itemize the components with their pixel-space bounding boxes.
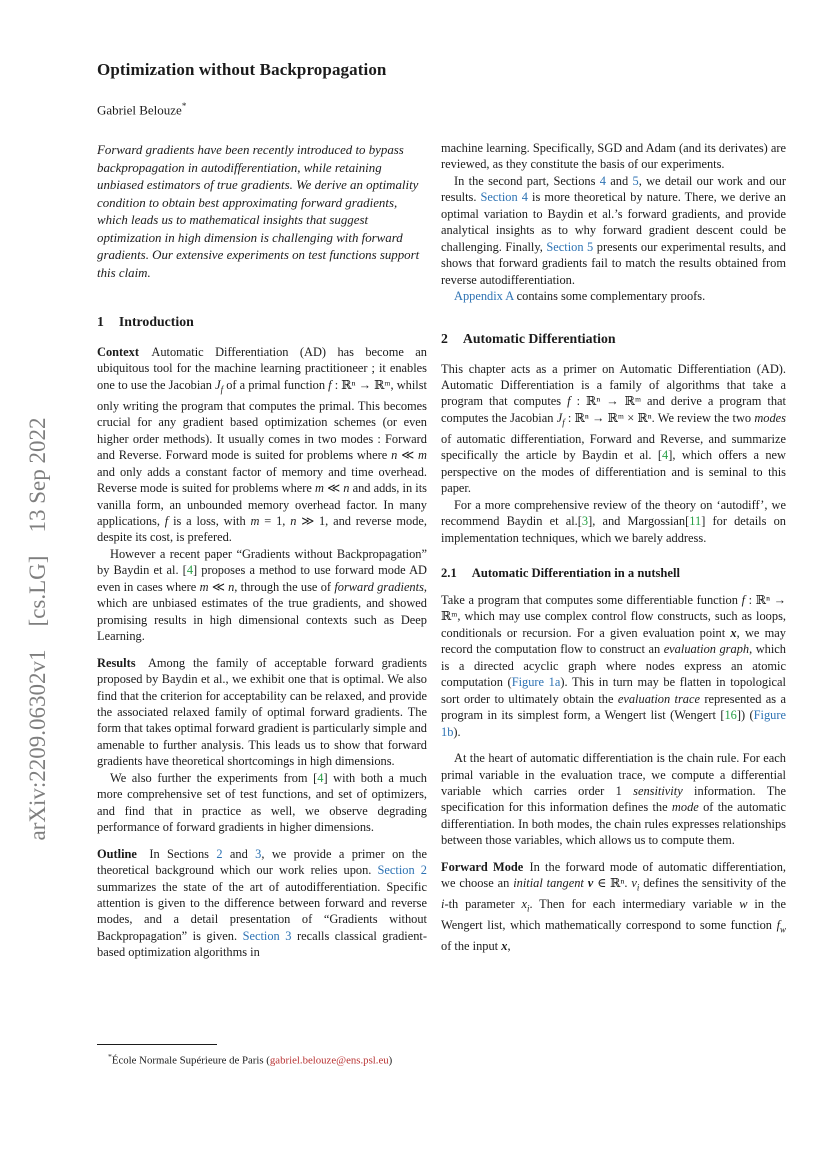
paper-title: Optimization without Backpropagation	[97, 60, 387, 79]
text-run: -th parameter	[444, 897, 522, 912]
text-run: Automatic Differentiation (AD) has become an ubiquitous tool for the machine learning practitioneer ; it enables one to use the Jacobian	[97, 345, 427, 392]
text-run: x	[501, 939, 508, 953]
text-run: ] for details on implementation techniques, which we barely address.	[441, 514, 787, 545]
text-run: m	[199, 579, 209, 594]
email-link[interactable]: gabriel.belouze@ens.psl.eu	[269, 1054, 389, 1067]
paragraph-for-more	[441, 497, 786, 546]
text-run: n	[343, 481, 350, 496]
section-number: 1	[97, 314, 104, 329]
text-run: ≪	[397, 448, 419, 463]
author-line	[97, 101, 427, 118]
text-run: f	[562, 417, 565, 428]
internal-link[interactable]: Section 2	[377, 863, 428, 878]
text-run: of the automatic differentiation. In both modes, the chain rules expresses relationships between those variables, which allows us to compute them.	[441, 800, 787, 848]
text-run: Forward Mode	[441, 859, 524, 874]
text-run: m	[250, 514, 260, 528]
text-run: ] with both a much more comprehensive set of test functions, and set of optimizers, and find that in practice as well, we observe degrading performance of forward gradients in higher dimensions.	[97, 770, 427, 835]
text-run: initial tangent	[513, 876, 584, 891]
text-run: , we may record the computation flow to construct an	[441, 625, 786, 657]
text-run: This chapter acts as a primer on Automatic Differentiation (AD). Automatic Differentiation is a family of algorithms that take a program that computes	[441, 361, 786, 409]
subsection-title: Automatic Differentiation in a nutshell	[471, 565, 681, 580]
subsection-number: 2.1	[441, 565, 457, 580]
text-run: , which is a directed acyclic graph where nodes express an atomic computation (	[441, 642, 786, 690]
text-run: presents our experimental results, and shows that forward gradients fail to match the results obtained from reverse autodifferentiation.	[441, 239, 786, 287]
text-run: ∈ ℝⁿ.	[593, 876, 632, 891]
text-run: ] proposes a method to use forward mode AD even in cases where	[97, 563, 427, 594]
text-run: m	[315, 481, 324, 496]
text-run: ). This in turn may be flatten in topological sort order to ultimately obtain the	[441, 675, 786, 706]
text-run: J	[556, 410, 563, 425]
internal-link[interactable]: Section 4	[480, 190, 528, 205]
citation-link[interactable]: 16	[724, 708, 737, 723]
text-run: and adds, in its vanilla form, an unbounded memory overhead factor. In many applications,	[97, 481, 428, 528]
text-run: f	[328, 377, 332, 392]
text-run: At the heart of automatic differentiation is the chain rule. For each primal variable in the evaluation trace, we compute a differential variable which carries order 1	[441, 751, 786, 798]
text-run: ], which offers a new perspective on the modes of differentiation and is seminal to this paper.	[441, 448, 787, 496]
paragraph-however	[97, 546, 427, 645]
text-run: ≪	[208, 579, 229, 594]
text-run: f	[741, 592, 746, 607]
text-run: *	[108, 1052, 112, 1061]
citation-link[interactable]: 4	[317, 770, 324, 785]
text-run: In the forward mode of automatic differentiation, we choose an	[441, 859, 786, 891]
column-right	[441, 140, 786, 954]
text-run: machine learning. Specifically, SGD and Adam (and its derivates) are reviewed, as they constitute the basis of our experiments.	[441, 141, 786, 172]
citation-link[interactable]: 3	[581, 514, 589, 529]
text-run: sensitivity	[633, 783, 683, 798]
internal-link[interactable]: Section 3	[242, 928, 292, 943]
text-run: = 1,	[259, 514, 291, 528]
text-run: We also further the experiments from [	[110, 770, 318, 785]
text-run: : ℝⁿ → ℝᵐ × ℝⁿ. We review the two	[564, 410, 755, 425]
text-run: w	[739, 897, 748, 912]
text-run: ≪	[324, 481, 344, 496]
text-run: evaluation trace	[617, 691, 700, 706]
text-run: n	[391, 448, 398, 463]
text-run: and	[222, 846, 256, 861]
text-run: information. The specification for this information defines the	[441, 783, 786, 815]
text-run: v	[587, 876, 594, 891]
subsection-heading-nutshell	[441, 566, 786, 581]
paragraph-second-part	[441, 173, 786, 288]
paper-header	[97, 60, 427, 282]
internal-link[interactable]: 5	[632, 173, 639, 188]
section-heading-autodiff	[441, 331, 786, 347]
text-run: f	[567, 394, 571, 409]
text-run: f	[776, 918, 781, 933]
text-run: of a primal function	[223, 377, 329, 392]
paragraph-take-program	[441, 592, 786, 740]
paragraph-forward-mode	[441, 859, 786, 955]
text-run: of the input	[441, 939, 502, 953]
text-run: recalls classical gradient-based optimization algorithms in	[97, 928, 427, 960]
text-run: Context	[97, 345, 139, 359]
paragraph-context	[97, 344, 427, 546]
paragraph-results	[97, 655, 427, 770]
abstract	[97, 142, 427, 282]
citation-link[interactable]: 4	[662, 448, 669, 463]
text-run: ], and Margossian[	[588, 514, 690, 529]
footnote-rule	[97, 1044, 217, 1045]
text-run: ]) (	[736, 708, 754, 723]
text-run: f	[164, 514, 169, 528]
text-run: w	[780, 924, 786, 935]
internal-link[interactable]: Figure 1b	[441, 708, 787, 739]
internal-link[interactable]: Figure 1a	[511, 675, 561, 690]
text-run: in the Wengert list, which mathematically correspond to some function	[441, 897, 786, 933]
text-run: In Sections	[136, 846, 217, 861]
paragraph-outline	[97, 846, 427, 961]
text-run: : ℝⁿ → ℝᵐ and derive a program that computes the Jacobian	[441, 394, 786, 425]
paragraph-chapter	[441, 361, 786, 497]
text-run: J	[215, 377, 221, 392]
author-name: Gabriel Belouze	[97, 102, 182, 118]
text-run: f	[220, 384, 224, 395]
text-run: ≫ 1, and reverse mode, despite its cost, is prefered.	[97, 514, 428, 545]
column-left	[97, 314, 427, 961]
text-run: n	[290, 514, 297, 528]
internal-link[interactable]: 2	[216, 846, 223, 861]
paragraph-chain-rule	[441, 750, 786, 849]
text-run: . Then for each intermediary variable	[529, 897, 740, 912]
text-run: In the second part, Sections	[454, 173, 600, 188]
text-run: Forward gradients have been recently introduced to bypass backpropagation in autodifferentiation, while retaining unbiased estimators of true gradients. We derive an optimality condition to obtain best approximating forward gradients, which leads us to mathematical insights that suggest optimization in high dimension is challenging with forward gradients. Our extensive experiments on test functions support this claim.	[97, 143, 420, 280]
text-run: n	[228, 579, 235, 594]
text-run: m	[418, 448, 427, 463]
text-run: i	[441, 897, 445, 912]
text-run: ,	[507, 939, 511, 953]
text-run: is a loss, with	[168, 514, 251, 528]
text-run: : ℝⁿ → ℝᵐ, whilst only writing the program that computes the primal. This becomes crucial for any gradient based optimization schemes (or even higher order methods). It usually comes in two modes : Forward and Reverse. Forward mode is suited for problems where	[97, 377, 427, 463]
text-run: and only adds a constant factor of memory and time overhead. Reverse mode is suited for problems where	[97, 464, 427, 496]
text-run: evaluation graph	[663, 642, 750, 657]
text-run: of automatic differentiation, Forward and Reverse, and summarize specifically the article by Baydin et al. [	[441, 431, 786, 463]
paragraph-we-also	[97, 770, 427, 836]
text-run: , through the use of	[234, 579, 335, 594]
text-run: summarizes the state of the art of autodifferentiation. Specific attention is given to the difference between forward and reverse modes, and a detail presentation of “Gradients without Backpropagation” is given.	[97, 879, 427, 943]
arxiv-watermark: arXiv:2209.06302v1 [cs.LG] 13 Sep 2022	[25, 417, 50, 841]
section-number: 2	[441, 330, 448, 346]
section-title: Introduction	[118, 314, 194, 329]
paragraph-machine-learning	[441, 140, 786, 173]
citation-link[interactable]: 4	[186, 563, 194, 578]
footnote-block	[97, 1044, 427, 1068]
internal-link[interactable]: 4	[599, 173, 606, 188]
text-run: )	[388, 1054, 393, 1067]
text-run: Take a program that computes some differentiable function	[441, 592, 742, 607]
text-run: Outline	[97, 846, 137, 861]
internal-link[interactable]: Section 5	[546, 239, 594, 254]
text-run: contains some complementary proofs.	[513, 289, 706, 304]
text-run: However a recent paper “Gradients without Backpropagation” by Baydin et al. [	[97, 546, 427, 578]
text-run: , which are unbiased estimates of the true gradients, and showed promising results in high dimensional contexts such as Deep Learning.	[97, 579, 428, 644]
text-run: mode	[671, 800, 699, 815]
text-run: i	[526, 903, 530, 914]
text-run: For a more comprehensive review of the theory on ‘autodiff’, we recommend Baydin et al.[	[441, 497, 786, 529]
section-heading-introduction	[97, 314, 427, 330]
text-run: defines the sensitivity of the	[639, 876, 787, 891]
text-run: ).	[453, 724, 461, 739]
footnote	[97, 1050, 427, 1068]
text-run: Results	[97, 655, 136, 670]
text-run: forward gradients	[334, 579, 424, 594]
text-run: modes	[754, 410, 786, 425]
text-run: : ℝⁿ → ℝᵐ, which may use complex control flow constructs, such as loops, conditionals or recursion. For a given evaluation point	[441, 592, 787, 640]
text-run: represented as a program in its simplest form, a Wengert list (Wengert [	[441, 691, 786, 723]
text-run: and	[605, 173, 633, 188]
author-footnote-marker: *	[181, 101, 187, 111]
text-run: x	[730, 625, 737, 640]
text-run: École Normale Supérieure de Paris (	[111, 1054, 270, 1067]
text-run: v	[631, 876, 637, 891]
text-run: , we detail our work and our results.	[441, 173, 786, 205]
internal-link[interactable]: Appendix A	[454, 289, 514, 304]
text-run: is more theoretical by nature. There, we derive an optimal variation to Baydin et al.’s forward gradients, and provide analytical insights as to why forward gradient descent could be challenging. Finally,	[441, 190, 787, 254]
text-run: Among the family of acceptable forward gradients proposed by Baydin et al., we exhibit one that is optimal. We also find that the criterion for acceptability can be relaxed, and provide the associated relaxed family of optimal forward gradients. The form that takes optimal forward gradient is particularly simple and amenable to further analysis. This leads us to show that forward gradients have theoretical shortcomings in high dimensions.	[97, 655, 427, 769]
paragraph-appendix	[441, 288, 786, 304]
section-title: Automatic Differentiation	[462, 330, 616, 346]
text-run: x	[521, 897, 527, 912]
text-run: , we provide a primer on the theoretical background which our work relies upon.	[97, 846, 427, 878]
internal-link[interactable]: 3	[255, 846, 262, 861]
text-run: i	[636, 882, 640, 893]
citation-link[interactable]: 11	[689, 514, 702, 529]
